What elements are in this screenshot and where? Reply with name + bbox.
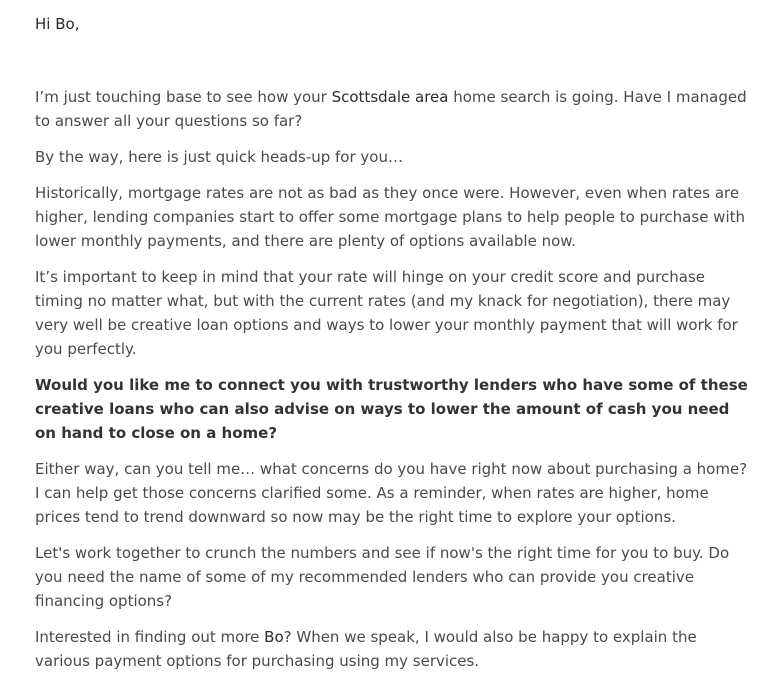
paragraph-check-in	[35, 85, 755, 133]
paragraph-rate-factors: It’s important to keep in mind that your rate will hinge on your credit score and purchase timing no matter what, but with the current rates (and my knack for negotiation), there may very well be creative loan options and ways to lower your monthly payment that will work for you perfectly.	[35, 268, 738, 358]
paragraph-lender-offer: Would you like me to connect you with trustworthy lenders who have some of these creative loans who can also advise on ways to lower the amount of cash you need on hand to close on a home?	[35, 376, 748, 442]
closing-text-start: Interested in finding out more	[35, 628, 265, 646]
greeting: Hi Bo,	[35, 15, 80, 33]
paragraph-heads-up: By the way, here is just quick heads-up for you…	[35, 148, 403, 166]
check-in-text-start: I’m just touching base to see how your	[35, 88, 332, 106]
location-name: Scottsdale area	[331, 88, 449, 106]
check-in-text-end: home search is going. Have I managed to answer all your questions so far?	[35, 88, 747, 130]
paragraph-crunch-numbers: Let's work together to crunch the numbers and see if now's the right time for you to buy. Do you need the name of some of my recommended lenders who can provide you creative financing options?	[35, 544, 730, 610]
spacer	[35, 36, 755, 85]
paragraph-rates-history: Historically, mortgage rates are not as bad as they once were. However, even when rates are higher, lending companies start to offer some mortgage plans to help people to purchase with lower monthly payments, and there are plenty of options available now.	[35, 184, 746, 250]
recipient-name: Bo	[264, 628, 284, 646]
paragraph-concerns: Either way, can you tell me… what concerns do you have right now about purchasing a home? I can help get those concerns clarified some. As a reminder, when rates are higher, home prices tend to trend downward so now may be the right time to explore your options.	[35, 460, 748, 526]
closing-text-end: ? When we speak, I would also be happy to explain the various payment options for purchasing using my services.	[35, 628, 697, 670]
paragraph-closing	[35, 625, 755, 673]
